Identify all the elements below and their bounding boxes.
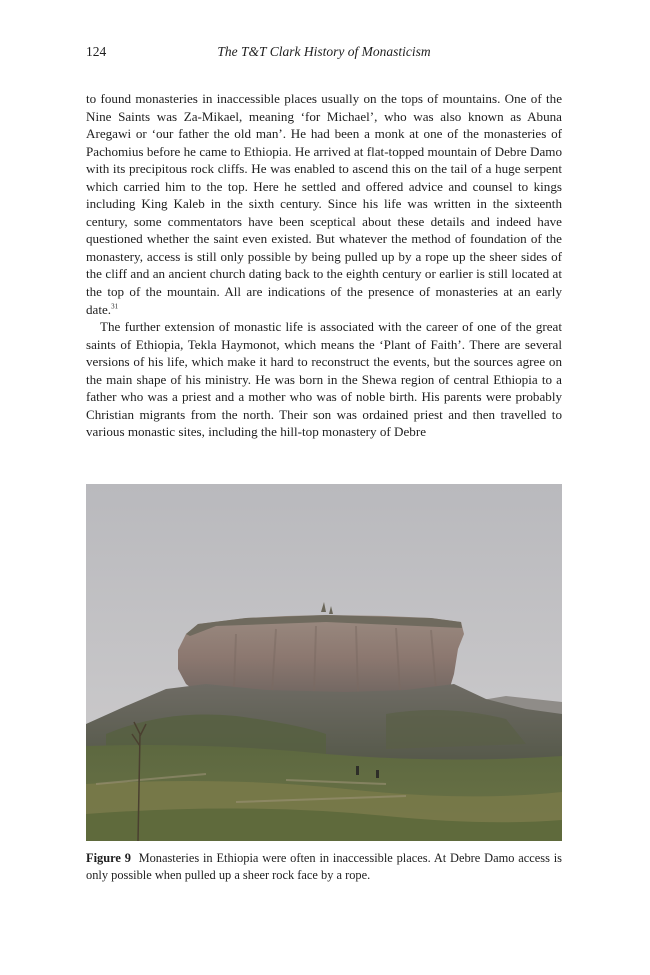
running-header: [86, 44, 562, 64]
paragraph-1-text: to found monasteries in inaccessible places usually on the tops of mountains. One of the Nine Saints was Za-Mikael, meaning ‘for Michael’, who was also known as Abuna Aregawi or ‘our father the old man’. He had been a monk at one of the monasteries of Pachomius before he came to Ethiopia. He arrived at flat-topped mountain of Debre Damo with its precipitous rock cliffs. He was enabled to ascend this on the tail of a huge serpent which carried him to the top. Here he settled and offered advice and counsel to kings including King Kaleb in the sixth century. Since his life was written in the sixteenth century, some commentators have been sceptical about these details and indeed have questioned whether the saint even existed. But whatever the method of foundation of the monastery, access is still only possible by being pulled up by a rope up the sheer sides of the cliff and an ancient church dating back to the eighth century or earlier is still located at the top of the mountain. All are indications of the presence of monasteries at an early date.: [86, 91, 562, 317]
page-number: 124: [86, 44, 107, 59]
debre-damo-mountain-photo: [86, 484, 562, 841]
book-title: The T&T Clark History of Monasticism: [217, 44, 431, 59]
figure-caption: [86, 850, 562, 883]
paragraph-1: [86, 90, 562, 318]
figure-caption-text: Monasteries in Ethiopia were often in inaccessible places. At Debre Damo access is only possible when pulled up a sheer rock face by a rope.: [86, 851, 562, 882]
paragraph-2: The further extension of monastic life is associated with the career of one of the great saints of Ethiopia, Tekla Haymonot, which means the ‘Plant of Faith’. There are several versions of his life, which make it hard to reconstruct the events, but the sources agree on the main shape of his ministry. He was born in the Shewa region of central Ethiopia to a father who was a priest and a mother who was of noble birth. His parents were probably Christian migrants from the north. Their son was ordained priest and then travelled to various monastic sites, including the hill-top monastery of Debre: [86, 319, 562, 440]
figure-photo: [86, 484, 562, 841]
body-text: [86, 90, 562, 441]
figure-label: Figure 9: [86, 851, 131, 865]
footnote-marker: 31: [111, 302, 119, 311]
